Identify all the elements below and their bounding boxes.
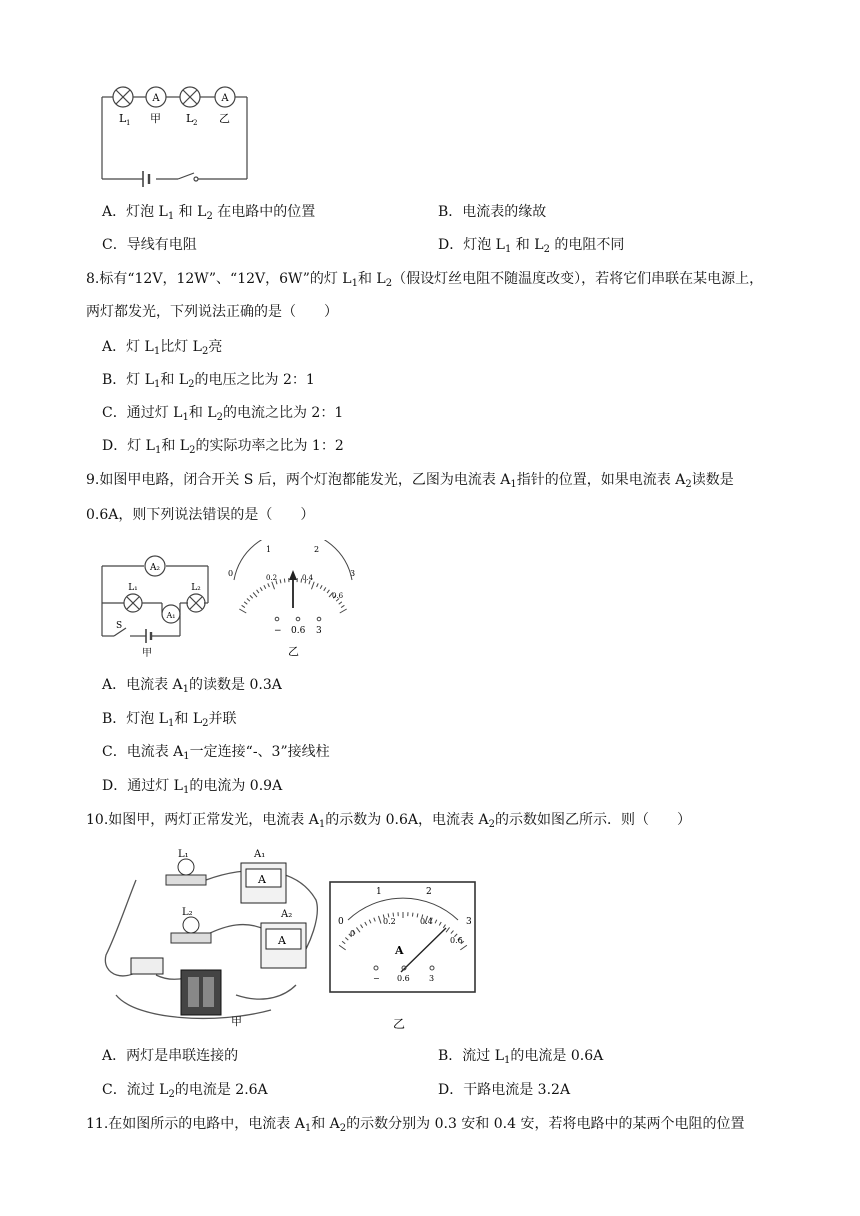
q7-circuit-figure: [96, 82, 256, 192]
q9-label-a1: A₁: [166, 611, 176, 620]
q7-label-l1: L: [119, 112, 127, 125]
scale-tick: [460, 945, 467, 950]
scale-tick: [260, 587, 262, 590]
q10-scale-bottom-02: 0.2: [383, 917, 396, 926]
q11-question-line1: 11.在如图所示的电路中，电流表 $A_1$和 $A_2$的示数分别为 0.3 安和 0.4 安，若将电路中的某两个电阻的位置: [86, 1116, 745, 1134]
q9-option-c: C．电流表 $A_1$一定连接“-、3”接线柱: [102, 744, 330, 762]
scale-tick: [280, 579, 281, 583]
q9-terminal-minus: −: [274, 626, 282, 636]
q10-meter-figure: [328, 880, 480, 1030]
q9-question-line2: 0.6A，则下列说法错误的是（ ）: [86, 507, 315, 523]
scale-tick: [374, 918, 375, 922]
scale-tick: [378, 916, 381, 924]
q9-terminal-06: 0.6: [291, 626, 306, 636]
scale-tick: [369, 920, 371, 924]
q9-option-b: B．灯泡 $L_1$和 $L_2$并联: [102, 711, 237, 729]
q10-a1-meter-symbol: A: [258, 873, 266, 886]
scale-tick: [247, 599, 250, 602]
scale-tick: [443, 925, 445, 928]
q7-ammeter-jia-symbol: A: [152, 93, 160, 104]
q8-question-line1: 8.标有“12V，12W”、“12V，6W”的灯 $L_1$和 $L_2$（假设灯丝电阻不随温度改变），若将它们串联在某电源上，: [86, 271, 764, 289]
q7-label-l2: L: [186, 112, 194, 125]
scale-tick: [417, 913, 418, 917]
q10-apparatus-figure: [96, 845, 321, 1030]
q10-label-yi: 乙: [393, 1017, 406, 1030]
q9-label-s: S: [116, 621, 123, 631]
q9-scale-bottom-02: 0.2: [266, 574, 278, 582]
scale-tick: [446, 927, 450, 932]
q9-terminal-3: 3: [316, 626, 322, 636]
scale-tick: [340, 609, 347, 613]
scale-tick: [339, 602, 342, 604]
scale-tick: [365, 922, 367, 925]
q10-meter-symbol: A: [395, 944, 404, 957]
q10-terminal-06: 0.6: [397, 974, 410, 983]
q9-label-l2: L₂: [191, 583, 201, 593]
q7-label-jia: 甲: [150, 112, 161, 125]
scale-tick: [361, 925, 363, 928]
q10-label-jia: 甲: [231, 1015, 242, 1028]
q9-needle-head: [289, 570, 297, 580]
q9-scale-top-2: 2: [314, 545, 320, 554]
q9-meter-figure: [222, 540, 362, 660]
q10-option-b: B．流过 $L_1$的电流是 0.6A: [438, 1048, 604, 1066]
scale-tick: [250, 595, 253, 598]
q9-circuit-figure: [96, 548, 216, 658]
q9-label-yi: 乙: [288, 645, 299, 658]
q10-scale-top-1: 1: [376, 887, 382, 897]
q7-option-c: C．导线有电阻: [102, 237, 197, 253]
q8-option-d: D．灯 $L_1$和 $L_2$的实际功率之比为 1：2: [102, 438, 344, 456]
scale-tick: [257, 590, 259, 593]
scale-tick: [342, 941, 345, 943]
q8-option-a: A．灯 $L_1$比灯 $L_2$亮: [102, 339, 223, 357]
q7-label-yi: 乙: [219, 112, 230, 125]
scale-tick: [272, 582, 275, 590]
scale-tick: [320, 585, 322, 589]
q9-question-line1: 9.如图甲电路，闭合开关 S 后，两个灯泡都能发光，乙图为电流表 $A_1$指针的位置，如果电流表 $A_2$读数是: [86, 472, 734, 490]
scale-tick: [268, 583, 270, 587]
q10-question-line1: 10.如图甲，两灯正常发光，电流表 $A_1$的示数为 0.6A，电流表 $A_2$的示数如图乙所示．则（ ）: [86, 812, 691, 830]
q9-option-a: A．电流表 $A_1$的读数是 0.3A: [102, 677, 282, 695]
q7-ammeter-yi-symbol: A: [221, 93, 229, 104]
scale-tick: [451, 931, 454, 934]
q8-option-b: B．灯 $L_1$和 $L_2$的电压之比为 2：1: [102, 372, 315, 390]
scale-tick: [341, 605, 344, 607]
q10-option-c: C．流过 $L_2$的电流是 2.6A: [102, 1082, 268, 1100]
q10-needle: [401, 928, 446, 972]
q10-a2-meter-symbol: A: [278, 934, 286, 947]
q10-label-a1: A₁: [254, 849, 266, 860]
q8-question-line2: 两灯都发光，下列说法正确的是（ ）: [86, 304, 338, 320]
q10-scale-top-3: 3: [466, 917, 472, 927]
q10-option-a: A．两灯是串联连接的: [102, 1048, 239, 1064]
q9-scale-top-0: 0: [228, 569, 234, 578]
q10-scale-bottom-0: 0: [350, 929, 356, 938]
scale-tick: [239, 609, 246, 613]
q10-terminal-minus: −: [373, 974, 380, 983]
q9-scale-bottom-06: 0.6: [332, 592, 344, 600]
scale-tick: [356, 927, 360, 932]
scale-tick: [412, 913, 413, 917]
scale-tick: [439, 922, 441, 925]
q7-option-a: A．灯泡 $L_1$ 和 $L_2$ 在电路中的位置: [102, 204, 316, 222]
scale-tick: [284, 579, 285, 583]
q7-option-d: D．灯泡 $L_1$ 和 $L_2$ 的电阻不同: [438, 237, 625, 255]
q9-scale-top-1: 1: [266, 545, 272, 554]
q10-scale-bottom-06: 0.6: [450, 936, 463, 945]
q9-option-d: D．通过灯 $L_1$的电流为 0.9A: [102, 778, 283, 796]
scale-tick: [244, 602, 247, 604]
scale-tick: [264, 585, 266, 589]
scale-tick: [345, 937, 348, 940]
scale-tick: [339, 945, 346, 950]
q9-label-a2: A₂: [149, 563, 161, 573]
q10-option-d: D．干路电流是 3.2A: [438, 1082, 571, 1098]
q8-option-c: C．通过灯 $L_1$和 $L_2$的电流之比为 2：1: [102, 405, 344, 423]
scale-tick: [253, 593, 257, 598]
q10-label-a2: A₂: [281, 909, 293, 920]
scale-tick: [317, 583, 319, 587]
q10-label-l2: L₂: [182, 907, 193, 918]
q9-scale-top-3: 3: [350, 569, 356, 578]
q10-terminal-3: 3: [429, 974, 435, 983]
scale-tick: [393, 913, 394, 917]
q7-label-l1-sub: 1: [126, 119, 131, 127]
q7-option-b: B．电流表的缘故: [438, 204, 547, 220]
q9-scale-bottom-04: 0.4: [302, 574, 314, 582]
q10-scale-bottom-04: 0.4: [420, 917, 433, 926]
scale-tick: [324, 587, 326, 590]
q10-label-l1: L₁: [178, 849, 189, 860]
scale-tick: [242, 605, 245, 607]
q7-label-l2-sub: 2: [193, 119, 198, 127]
q10-scale-top-2: 2: [426, 887, 432, 897]
scale-tick: [435, 920, 437, 924]
scale-tick: [327, 590, 329, 593]
scale-tick: [311, 582, 314, 590]
q9-label-jia: 甲: [142, 648, 152, 658]
q9-label-l1: L₁: [128, 583, 138, 593]
q10-scale-top-0: 0: [338, 917, 344, 927]
